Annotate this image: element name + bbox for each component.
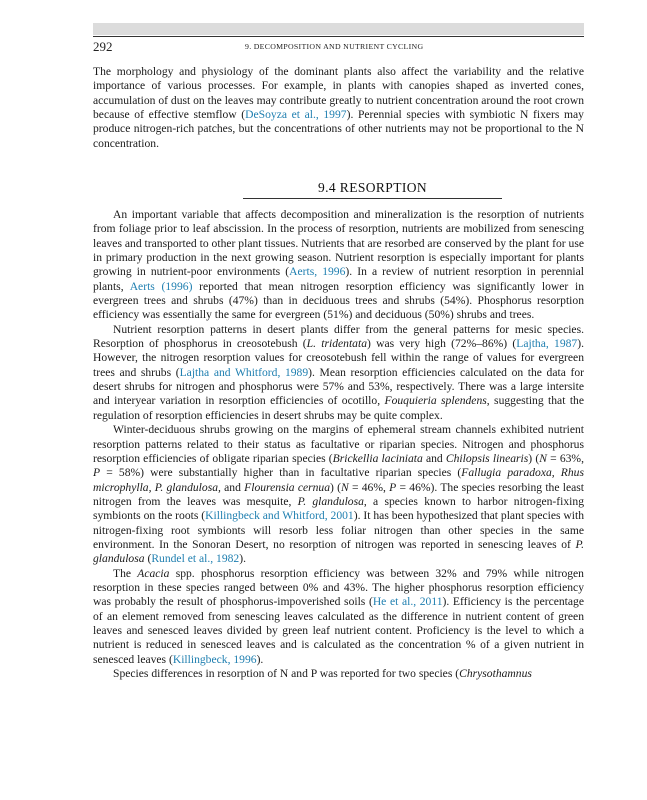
text-run: Nutrient resorption patterns in desert plants differ from the general patterns for mesic species. Resorption of phosphorus in creosotebush ( [93, 322, 584, 351]
italic-text: N [341, 480, 349, 494]
text-run: ) was very high (72%–86%) ( [367, 337, 517, 351]
italic-text: P. glandulosa [297, 494, 364, 508]
paragraph [93, 423, 584, 566]
paragraph [93, 667, 584, 681]
section-heading [318, 180, 427, 195]
text-run: ). [239, 552, 246, 566]
text-run: and [220, 480, 245, 494]
intro-paragraph-block [93, 65, 584, 151]
italic-text: Fouquieria splendens [384, 394, 487, 408]
text-run: ). Mean resorption efficiencies calculated on the data for desert shrubs for nitrogen and phosphorus were 57% and 53%, respectively. There was a large intersite and interyear variation in resorption efficiencies of ocotillo, [93, 365, 584, 408]
text-run: = 46%, [348, 480, 390, 494]
text-run: = 46%). The species resorbing the least nitrogen from the leaves was mesquite, [93, 480, 584, 508]
text-run: ). In a review of nutrient resorption in perennial plants, [93, 265, 584, 293]
citation-link[interactable]: Killingbeck, 1996 [172, 652, 257, 666]
italic-text: P [93, 466, 101, 480]
italic-text: Flourensia cernua [244, 480, 331, 494]
section-title: RESORPTION [339, 180, 428, 195]
text-run: reported that mean nitrogen resorption efficiency was significantly lower in evergreen trees and shrubs (47%) than in deciduous trees and shrubs (54%). Phosphorus resorption efficiency was essentially the same for evergreen (51%) and deciduous (50%) shrubs and trees. [93, 279, 584, 322]
text-run: ). It has been hypothesized that plant species with nitrogen-fixing root symbionts will resorb less foliar nitrogen than other species in the same environment. In the Sonoran Desert, no resorption of nitrogen was reported in senescing leaves of [93, 509, 585, 551]
text-run: ) ( [528, 451, 540, 465]
text-run: The morphology and physiology of the dominant plants also affect the variability and the relative importance of various processes. For example, in plants with canopies shaped as inverted cones, accumulation of dust on the leaves may contribute greatly to nutrient concentration around the root crown because of effective stemflow ( [93, 65, 584, 122]
text-run: spp. phosphorus resorption efficiency was between 32% and 79% while nitrogen resorption in these species ranged between 0% and 43%. The higher phosphorus resorption efficiency was probably the result of phosphorus-impoverished soils ( [93, 566, 584, 609]
italic-text: P. glandulosa [93, 537, 584, 566]
header-band [93, 23, 584, 35]
citation-link[interactable]: Lajtha, 1987 [516, 337, 578, 351]
page-number: 292 [93, 39, 113, 54]
text-run: ( [144, 552, 152, 566]
citation-link[interactable]: He et al., 2011 [372, 595, 443, 609]
text-run: = 58%) were substantially higher than in facultative riparian species ( [100, 466, 462, 480]
citation-link[interactable]: Aerts, 1996 [289, 265, 346, 279]
text-run: ). [256, 652, 264, 666]
text-run: ) ( [330, 480, 341, 494]
running-header [93, 36, 584, 55]
text-run: Species differences in resorption of N and P was reported for two species ( [113, 667, 460, 680]
citation-link[interactable]: Aerts (1996) [129, 279, 193, 293]
text-run: An important variable that affects decomposition and mineralization is the resorption of nutrients from foliage prior to leaf abscission. In the process of resorption, nutrients are mobilized from senescing leaves and transported to other plant tissues. Nutrients that are resorbed are conserved by the plant for use in primary production in the next growing season. Nutrient resorption is especially important for plants growing in nutrient-poor environments ( [93, 208, 584, 279]
section-heading-rule [243, 179, 502, 199]
paragraph [93, 323, 584, 423]
italic-text: Chilopsis linearis [445, 451, 529, 465]
italic-text: L. tridentata [306, 337, 368, 351]
citation-link[interactable]: Lajtha and Whitford, 1989 [179, 365, 309, 379]
italic-text: Fallugia paradoxa, Rhus microphylla, P. glandulosa, [93, 466, 584, 494]
italic-text: N [539, 451, 547, 465]
text-run: The [113, 566, 138, 580]
text-run: ). Efficiency is the percentage of an element removed from senescing leaves calculated as the difference in nutrient content of green leaves and senesced leaves divided by green leaf nutrient content. Proficiency is the level to which a nutrient is reduced in senesced leaves and is calculated as the concentration % of a given nutrient in senesced leaves ( [93, 595, 584, 666]
italic-text: Chrysothamnus [459, 667, 532, 680]
paragraph [93, 567, 584, 667]
intro-paragraph [93, 65, 584, 151]
text-run: , a species known to harbor nitrogen-fixing symbionts on the roots ( [93, 494, 584, 523]
citation-link[interactable]: Killingbeck and Whitford, 2001 [205, 509, 354, 523]
citation-link[interactable]: Rundel et al., 1982 [151, 552, 240, 566]
text-run: = 63%, [546, 451, 584, 465]
text-run: , suggesting that the regulation of resorption efficiencies in desert shrubs may be quite complex. [93, 394, 584, 422]
text-run: ). Perennial species with symbiotic N fixers may produce nitrogen-rich patches, but the concentrations of other nutrients may not be proportional to the N concentration. [93, 108, 584, 150]
citation-link[interactable]: DeSoyza et al., 1997 [245, 108, 347, 122]
text-run: and [422, 451, 446, 465]
italic-text: Brickellia laciniata [332, 451, 423, 465]
text-run: ). However, the nitrogen resorption values for creosotebush fell within the range of values for evergreen trees and shrubs ( [93, 337, 584, 379]
italic-text: P [389, 480, 397, 494]
text-run: Winter-deciduous shrubs growing on the margins of ephemeral stream channels exhibited nutrient resorption patterns related to their status as facultative or riparian species. Nitrogen and phosphorus resorption efficiencies of obligate riparian species ( [93, 423, 584, 465]
italic-text: Acacia [137, 566, 170, 580]
paragraph [93, 208, 584, 323]
section-number: 9.4 [317, 180, 337, 195]
chapter-title: 9. DECOMPOSITION AND NUTRIENT CYCLING [245, 42, 424, 51]
section-body [93, 208, 584, 681]
